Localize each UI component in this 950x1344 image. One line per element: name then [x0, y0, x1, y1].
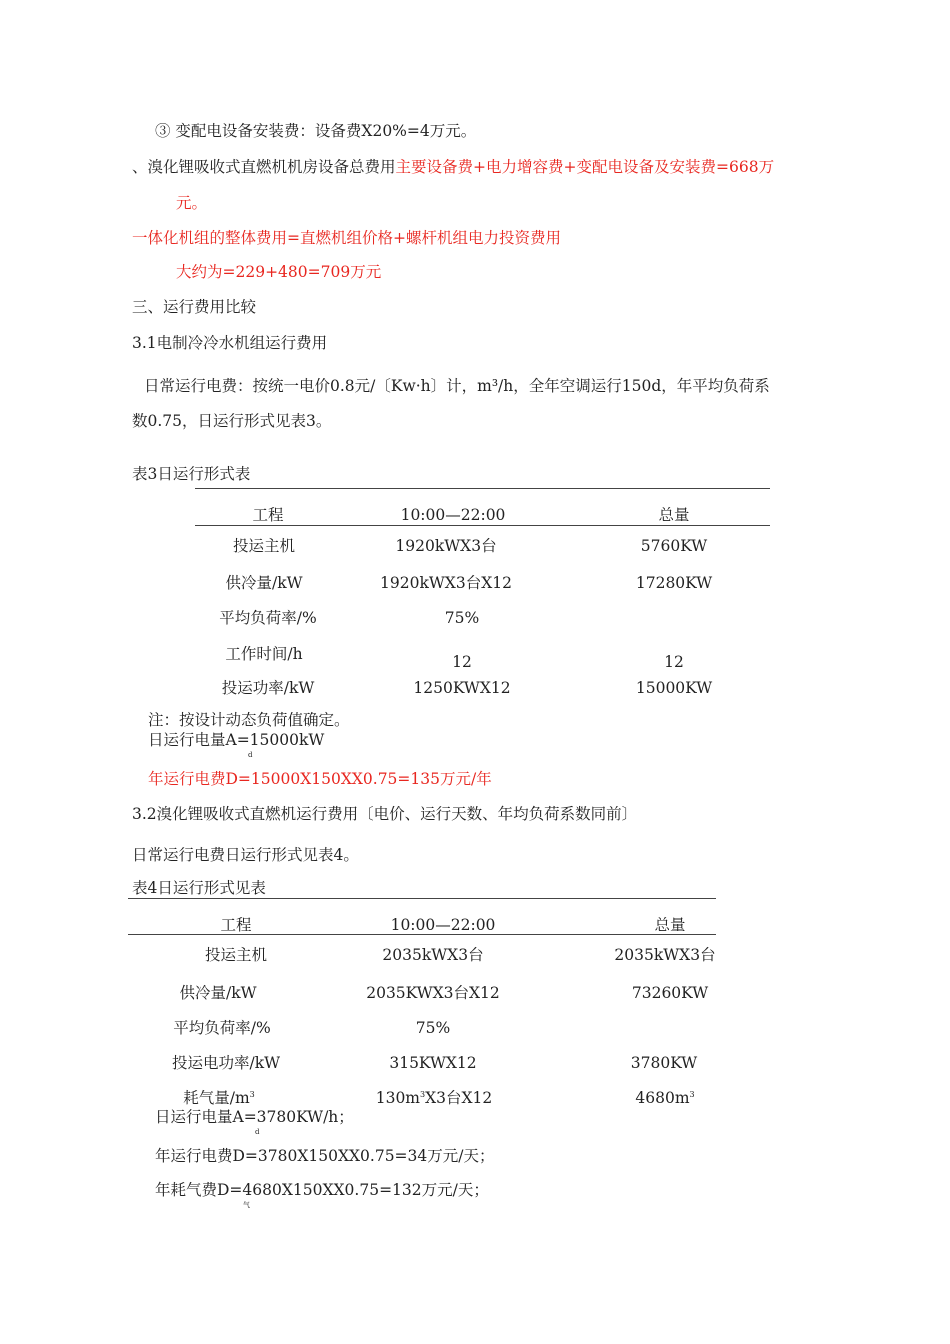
line-install-fee: ③ 变配电设备安装费：设备费X20%=4万元。 [155, 122, 477, 140]
table4-cell: 2035kWX3台 [382, 946, 484, 964]
gas-total-sup: 3 [689, 1090, 695, 1099]
table3-cell: 1920kWX3台 [395, 537, 497, 555]
section-3-2-paragraph: 日常运行电费日运行形式见表4。 [132, 846, 359, 864]
gas-rate-b: X3台X12 [425, 1089, 493, 1107]
table4-caption: 表4日运行形式见表 [132, 879, 266, 897]
table4-header-total: 总量 [654, 916, 686, 934]
table3-caption: 表3日运行形式表 [132, 465, 251, 483]
daily-energy-1-subscript: d [248, 751, 253, 759]
section-3-heading: 三、运行费用比较 [132, 298, 257, 316]
gas-label-sup: 3 [249, 1090, 255, 1099]
table4-cell: 2035kWX3台 [614, 946, 716, 964]
table3-cell: 投运主机 [232, 537, 296, 555]
table4-cell: 2035KWX3台X12 [366, 984, 500, 1002]
table3-cell: 1250KWX12 [413, 679, 511, 697]
line-approx-total: 大约为=229+480=709万元 [176, 263, 382, 281]
table3-top-rule [195, 488, 770, 489]
section-3-1-heading: 3.1电制冷冷水机组运行费用 [132, 334, 328, 352]
table4-cell-gas-rate [376, 1091, 493, 1107]
daily-energy-1: 日运行电量A=15000kW [148, 731, 325, 749]
table3-cell: 12 [452, 653, 472, 671]
table3-cell: 17280KW [635, 574, 713, 592]
table3-cell: 供冷量/kW [225, 574, 303, 592]
table4-cell: 73260KW [631, 984, 709, 1002]
table4-top-rule [128, 898, 716, 899]
annual-electricity-2: 年运行电费D=3780X150XX0.75=34万元/天； [155, 1147, 495, 1165]
table4-header-item: 工程 [220, 916, 252, 934]
table3-cell: 投运功率/kW [221, 679, 315, 697]
line-lithium-total-red: 主要设备费+电力增容费+变配电设备及安装费=668万 [395, 158, 775, 176]
paragraph-daily-cost-cont: 数0.75，日运行形式见表3。 [132, 412, 332, 430]
table3-cell: 75% [444, 609, 480, 627]
table4-header-time: 10:00—22:00 [390, 916, 496, 934]
table3-note: 注：按设计动态负荷值确定。 [148, 711, 350, 729]
table4-cell: 75% [415, 1019, 451, 1037]
line-lithium-total-black: 、溴化锂吸收式直燃机机房设备总费用 [132, 158, 396, 176]
table3-header-time: 10:00—22:00 [400, 506, 506, 524]
annual-electricity-1: 年运行电费D=15000X150XX0.75=135万元/年 [148, 770, 492, 788]
gas-rate-sup: 3 [420, 1090, 426, 1099]
table3-cell: 5760KW [640, 537, 708, 555]
annual-gas-cost-a: 年耗气费D= [155, 1181, 243, 1199]
table3-cell: 12 [664, 653, 684, 671]
daily-energy-2-subscript: d [255, 1128, 260, 1136]
table4-cell: 3780KW [630, 1054, 698, 1072]
table3-header-rule [195, 525, 770, 526]
table3-cell: 平均负荷率/% [219, 609, 317, 627]
table3-cell: 工作时间/h [225, 645, 303, 663]
table4-cell-gas-total [635, 1091, 694, 1107]
line-lithium-total-cont: 元。 [176, 194, 208, 212]
paragraph-daily-cost: 日常运行电费：按统一电价0.8元/〔Kw·h〕计，m³/h，全年空调运行150d，年平均负荷系 [144, 377, 770, 395]
table3-cell: 1920kWX3台X12 [380, 574, 512, 592]
section-3-2-heading: 3.2溴化锂吸收式直燃机运行费用〔电价、运行天数、年均负荷系数同前〕 [132, 805, 638, 823]
daily-energy-2: 日运行电量A=3780KW/h； [155, 1108, 354, 1126]
gas-rate-a: 130m [375, 1089, 421, 1107]
table4-cell: 供冷量/kW [179, 984, 257, 1002]
table3-cell: 15000KW [635, 679, 713, 697]
gas-total: 4680m [635, 1089, 690, 1107]
table4-cell: 平均负荷率/% [173, 1019, 271, 1037]
annual-gas-subscript: 气 [243, 1201, 250, 1209]
gas-label: 耗气量/m [183, 1089, 250, 1107]
line-lithium-total [132, 160, 774, 176]
table4-cell-gas [183, 1091, 255, 1107]
table4-cell: 315KWX12 [389, 1054, 477, 1072]
table3-header-total: 总量 [658, 506, 690, 524]
line-integrated-cost: 一体化机组的整体费用=直燃机组价格+螺杆机组电力投资费用 [132, 229, 561, 247]
annual-gas-cost-b: 4680X150XX0.75=132万元/天； [242, 1181, 489, 1199]
table4-cell: 投运主机 [204, 946, 268, 964]
table4-cell: 投运电功率/kW [171, 1054, 281, 1072]
table4-header-rule [128, 934, 716, 935]
annual-gas-cost [155, 1183, 489, 1199]
table3-header-item: 工程 [252, 506, 284, 524]
